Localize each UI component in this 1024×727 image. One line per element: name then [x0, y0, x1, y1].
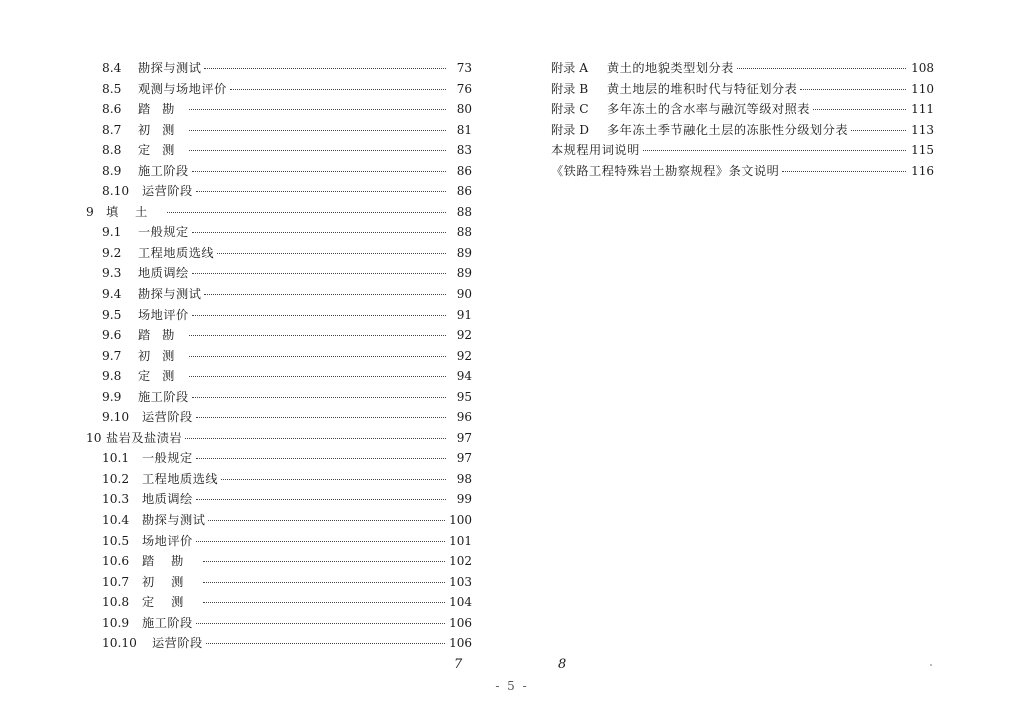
toc-entry-title: 工程地质选线	[138, 245, 215, 260]
toc-entry-number: 附录 C	[551, 102, 589, 117]
toc-entry	[551, 140, 934, 161]
toc-entry-title: 初测	[138, 122, 187, 137]
toc-entry	[86, 531, 472, 552]
toc-entry-title: 一般规定	[138, 225, 189, 240]
toc-entry-title: 本规程用词说明	[551, 143, 640, 158]
toc-entry-title: 运营阶段	[142, 184, 193, 199]
toc-entry-page: 91	[456, 307, 472, 322]
dot-leader	[204, 68, 446, 69]
toc-entry-number: 9.6	[102, 328, 122, 343]
dot-leader	[782, 171, 906, 172]
toc-entry-title: 多年冻土的含水率与融沉等级对照表	[607, 102, 810, 117]
toc-entry-title: 《铁路工程特殊岩土勘察规程》条文说明	[551, 163, 780, 178]
toc-entry-number: 10.6	[102, 554, 130, 569]
toc-entry-title: 初测	[138, 348, 187, 363]
toc-entry	[86, 633, 472, 654]
toc-entry	[86, 222, 472, 243]
toc-entry-title: 定测	[138, 369, 187, 384]
toc-entry	[86, 448, 472, 469]
dot-leader	[206, 643, 445, 644]
toc-entry-page: 99	[456, 492, 472, 507]
toc-entry-page: 90	[456, 287, 472, 302]
toc-entry-title: 踏勘	[138, 328, 187, 343]
toc-entry	[86, 346, 472, 367]
dot-leader	[217, 253, 446, 254]
toc-entry	[551, 79, 934, 100]
toc-entry-number: 10.1	[102, 451, 130, 466]
dot-leader	[196, 191, 446, 192]
toc-entry	[86, 325, 472, 346]
toc-entry	[86, 510, 472, 531]
toc-entry	[86, 387, 472, 408]
toc-entry-number: 8.10	[102, 184, 130, 199]
toc-entry-title: 盐岩及盐渍岩	[106, 430, 183, 445]
toc-entry-title: 运营阶段	[152, 636, 203, 651]
toc-entry	[551, 161, 934, 182]
toc-entry-number: 9.4	[102, 287, 122, 302]
toc-entry	[86, 284, 472, 305]
toc-entry-number: 10.7	[102, 574, 130, 589]
toc-entry-page: 95	[456, 389, 472, 404]
toc-entry	[86, 305, 472, 326]
toc-entry-number: 附录 D	[551, 122, 590, 137]
toc-entry	[86, 592, 472, 613]
toc-entry-page: 86	[456, 163, 472, 178]
toc-entry-number: 10.3	[102, 492, 130, 507]
toc-entry-page: 116	[911, 163, 934, 178]
toc-entry-number: 10.5	[102, 533, 130, 548]
dot-leader	[189, 376, 446, 377]
toc-entry-page: 86	[456, 184, 472, 199]
dot-leader	[851, 130, 906, 131]
sheet-page-number: - 5 -	[495, 679, 529, 693]
toc-entry-page: 81	[456, 122, 472, 137]
dot-leader	[203, 582, 445, 583]
toc-entry-title: 观测与场地评价	[138, 81, 227, 96]
toc-entry	[86, 489, 472, 510]
scan-speck	[930, 664, 932, 666]
left-page-footer-number: 7	[454, 657, 463, 672]
toc-entry-title: 一般规定	[142, 451, 193, 466]
dot-leader	[189, 150, 446, 151]
dot-leader	[192, 273, 446, 274]
toc-entry-number: 附录 A	[551, 61, 589, 75]
dot-leader	[189, 130, 446, 131]
toc-entry	[86, 202, 472, 223]
toc-entry	[86, 428, 472, 449]
toc-entry-title: 填土	[106, 204, 165, 219]
dot-leader	[185, 438, 446, 439]
dot-leader	[203, 561, 445, 562]
toc-entry-number: 8.6	[102, 102, 122, 117]
dot-leader	[196, 541, 445, 542]
toc-entry-number: 10.9	[102, 615, 130, 630]
dot-leader	[196, 623, 445, 624]
toc-entry-number: 9.9	[102, 389, 122, 404]
toc-entry-number: 8.7	[102, 122, 122, 137]
toc-entry-title: 初测	[142, 574, 201, 589]
toc-entry-page: 88	[456, 225, 472, 240]
toc-entry-page: 106	[449, 615, 472, 630]
toc-entry	[86, 181, 472, 202]
dot-leader	[189, 356, 446, 357]
toc-entry-number: 9.2	[102, 245, 122, 260]
toc-entry	[551, 58, 934, 79]
dot-leader	[813, 109, 906, 110]
toc-entry-title: 定测	[142, 595, 201, 610]
dot-leader	[737, 68, 906, 69]
toc-entry-number: 10	[86, 430, 102, 445]
toc-right-page	[551, 58, 934, 181]
toc-entry-number: 9.10	[102, 410, 130, 425]
toc-entry-title: 地质调绘	[142, 492, 193, 507]
toc-entry-title: 运营阶段	[142, 410, 193, 425]
toc-entry-page: 89	[456, 245, 472, 260]
toc-entry-page: 110	[911, 81, 934, 96]
toc-entry	[86, 120, 472, 141]
toc-entry-number: 9.3	[102, 266, 122, 281]
toc-entry-page: 101	[449, 533, 472, 548]
toc-entry	[86, 99, 472, 120]
toc-entry-title: 勘探与测试	[138, 287, 202, 302]
toc-entry-title: 勘探与测试	[138, 61, 202, 75]
dot-leader	[192, 397, 446, 398]
right-page-footer-number: 8	[558, 657, 567, 672]
toc-entry-number: 10.8	[102, 595, 130, 610]
toc-entry	[86, 79, 472, 100]
dot-leader	[192, 232, 446, 233]
toc-entry-page: 76	[456, 81, 472, 96]
toc-entry-number: 9.1	[102, 225, 122, 240]
dot-leader	[189, 335, 446, 336]
dot-leader	[196, 499, 446, 500]
toc-entry-title: 施工阶段	[138, 389, 189, 404]
toc-entry-number: 8.8	[102, 143, 122, 158]
toc-entry-number: 9.7	[102, 348, 122, 363]
toc-entry-title: 黄土的地貌类型划分表	[607, 61, 734, 75]
toc-entry-title: 踏勘	[142, 554, 201, 569]
toc-entry-number: 9	[86, 204, 94, 219]
toc-entry-number: 附录 B	[551, 81, 589, 96]
dot-leader	[800, 89, 906, 90]
toc-entry-page: 102	[449, 554, 472, 569]
toc-entry-title: 定测	[138, 143, 187, 158]
toc-entry	[86, 551, 472, 572]
toc-entry-page: 104	[449, 595, 472, 610]
toc-entry-page: 106	[449, 636, 472, 651]
toc-entry-number: 8.4	[102, 61, 122, 75]
toc-entry-number: 9.8	[102, 369, 122, 384]
toc-entry	[551, 99, 934, 120]
toc-entry-page: 88	[456, 204, 472, 219]
toc-entry-title: 场地评价	[142, 533, 193, 548]
dot-leader	[643, 150, 906, 151]
toc-entry-title: 施工阶段	[138, 163, 189, 178]
toc-entry-number: 9.5	[102, 307, 122, 322]
toc-entry	[86, 572, 472, 593]
dot-leader	[167, 212, 446, 213]
dot-leader	[196, 458, 446, 459]
dot-leader	[221, 479, 446, 480]
toc-entry-number: 10.4	[102, 513, 130, 528]
toc-entry-page: 83	[456, 143, 472, 158]
toc-entry-title: 勘探与测试	[142, 513, 206, 528]
toc-entry-page: 92	[456, 348, 472, 363]
toc-entry-title: 施工阶段	[142, 615, 193, 630]
toc-entry-number: 10.10	[102, 636, 137, 651]
toc-entry-title: 多年冻土季节融化土层的冻胀性分级划分表	[607, 122, 849, 137]
toc-entry-page: 73	[456, 61, 472, 75]
dot-leader	[204, 294, 446, 295]
toc-entry-title: 场地评价	[138, 307, 189, 322]
toc-entry-number: 10.2	[102, 471, 130, 486]
toc-entry-page: 94	[456, 369, 472, 384]
dot-leader	[192, 171, 446, 172]
toc-entry-page: 98	[456, 471, 472, 486]
toc-entry-page: 80	[456, 102, 472, 117]
toc-entry-number: 8.9	[102, 163, 122, 178]
toc-left-page	[86, 58, 472, 654]
toc-entry-page: 113	[911, 122, 934, 137]
toc-entry-page: 108	[911, 61, 934, 75]
toc-entry-title: 工程地质选线	[142, 471, 219, 486]
dot-leader	[196, 417, 446, 418]
toc-entry	[86, 366, 472, 387]
toc-entry-page: 100	[449, 513, 472, 528]
toc-entry-page: 111	[911, 102, 934, 117]
dot-leader	[189, 109, 446, 110]
toc-entry-page: 103	[449, 574, 472, 589]
dot-leader	[192, 315, 446, 316]
toc-entry	[86, 161, 472, 182]
toc-entry	[86, 469, 472, 490]
toc-entry-title: 黄土地层的堆积时代与特征划分表	[607, 81, 798, 96]
toc-entry	[86, 407, 472, 428]
toc-entry-number: 8.5	[102, 81, 122, 96]
toc-entry-page: 96	[456, 410, 472, 425]
toc-entry	[86, 140, 472, 161]
toc-entry	[86, 613, 472, 634]
toc-entry-page: 89	[456, 266, 472, 281]
toc-entry	[86, 263, 472, 284]
toc-entry-title: 地质调绘	[138, 266, 189, 281]
dot-leader	[203, 602, 445, 603]
toc-entry-title: 踏勘	[138, 102, 187, 117]
toc-entry	[86, 243, 472, 264]
toc-entry-page: 92	[456, 328, 472, 343]
toc-entry	[86, 58, 472, 79]
toc-entry-page: 115	[911, 143, 934, 158]
toc-entry-page: 97	[456, 451, 472, 466]
dot-leader	[208, 520, 445, 521]
toc-entry	[551, 120, 934, 141]
toc-entry-page: 97	[456, 430, 472, 445]
dot-leader	[230, 89, 446, 90]
